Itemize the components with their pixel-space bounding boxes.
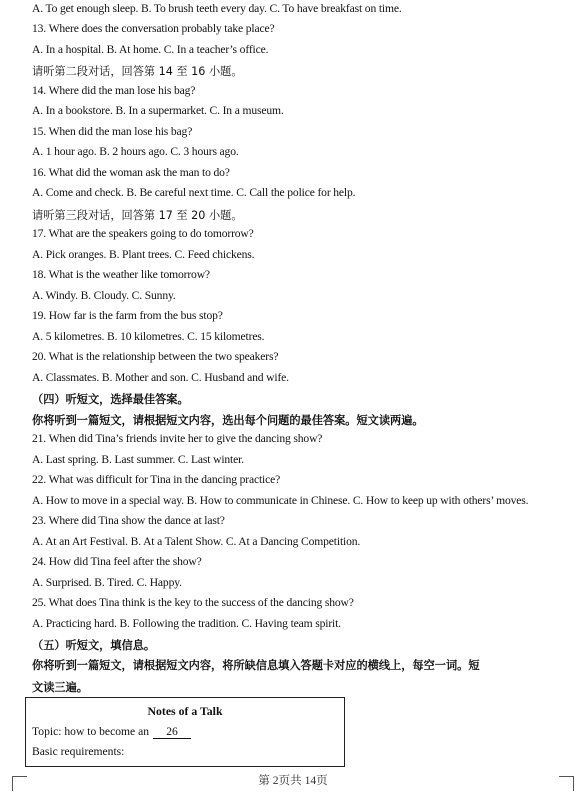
text-line: A. Windy. B. Cloudy. C. Sunny. <box>32 289 176 302</box>
text-line: 17. What are the speakers going to do tomorrow? <box>32 227 254 240</box>
text-line: 请听第三段对话，回答第 17 至 20 小题。 <box>32 209 243 222</box>
answer-blank-26[interactable]: 26 <box>153 725 191 739</box>
text-line: A. How to move in a special way. B. How to communicate in Chinese. C. How to keep up with others’ moves. <box>32 494 529 507</box>
text-line: A. At an Art Festival. B. At a Talent Show. C. At a Dancing Competition. <box>32 535 361 548</box>
text-line: 23. Where did Tina show the dance at last? <box>32 514 225 527</box>
text-line: A. In a hospital. B. At home. C. In a teacher’s office. <box>32 43 269 56</box>
text-line: A. Last spring. B. Last summer. C. Last winter. <box>32 453 244 466</box>
text-line: 24. How did Tina feel after the show? <box>32 555 202 568</box>
text-line: A. Classmates. B. Mother and son. C. Husband and wife. <box>32 371 289 384</box>
text-line: A. In a bookstore. B. In a supermarket. C. In a museum. <box>32 104 284 117</box>
text-line: 13. Where does the conversation probably take place? <box>32 22 275 35</box>
text-line: 18. What is the weather like tomorrow? <box>32 268 210 281</box>
notes-title: Notes of a Talk <box>147 704 223 718</box>
text-line: A. Come and check. B. Be careful next time. C. Call the police for help. <box>32 186 356 199</box>
text-line: 25. What does Tina think is the key to the success of the dancing show? <box>32 596 354 609</box>
text-line: A. 1 hour ago. B. 2 hours ago. C. 3 hours ago. <box>32 145 239 158</box>
text-line: 19. How far is the farm from the bus stop? <box>32 309 223 322</box>
notes-topic-label: Topic: how to become an <box>32 725 150 738</box>
text-line: 22. What was difficult for Tina in the dancing practice? <box>32 473 281 486</box>
text-line: 你将听到一篇短文，请根据短文内容，选出每个问题的最佳答案。短文读两遍。 <box>32 414 424 427</box>
text-line: A. To get enough sleep. B. To brush teeth every day. C. To have breakfast on time. <box>32 2 402 15</box>
page-corner-mark-right <box>559 776 574 791</box>
text-line: 14. Where did the man lose his bag? <box>32 84 196 97</box>
page-corner-mark-left <box>12 776 27 791</box>
text-line: A. Pick oranges. B. Plant trees. C. Feed chickens. <box>32 248 255 261</box>
text-line: 15. When did the man lose his bag? <box>32 125 193 138</box>
notes-table <box>25 697 345 767</box>
text-line: 16. What did the woman ask the man to do? <box>32 166 230 179</box>
text-line: A. Practicing hard. B. Following the tradition. C. Having team spirit. <box>32 617 341 630</box>
text-line: A. 5 kilometres. B. 10 kilometres. C. 15 kilometres. <box>32 330 265 343</box>
text-line: A. Surprised. B. Tired. C. Happy. <box>32 576 182 589</box>
page-footer: 第 2页共 14页 <box>258 774 328 787</box>
text-line: 请听第二段对话，回答第 14 至 16 小题。 <box>32 65 243 78</box>
notes-basic-requirements: Basic requirements: <box>32 745 125 758</box>
text-line: （五）听短文，填信息。 <box>32 639 156 652</box>
text-line: 20. What is the relationship between the two speakers? <box>32 350 279 363</box>
text-line: 文读三遍。 <box>32 681 88 694</box>
text-line: 21. When did Tina’s friends invite her to give the dancing show? <box>32 432 323 445</box>
text-line: （四）听短文，选择最佳答案。 <box>32 393 189 406</box>
text-line: 你将听到一篇短文，请根据短文内容，将所缺信息填入答题卡对应的横线上，每空一词。短 <box>32 659 480 672</box>
notes-topic-line <box>32 725 191 739</box>
